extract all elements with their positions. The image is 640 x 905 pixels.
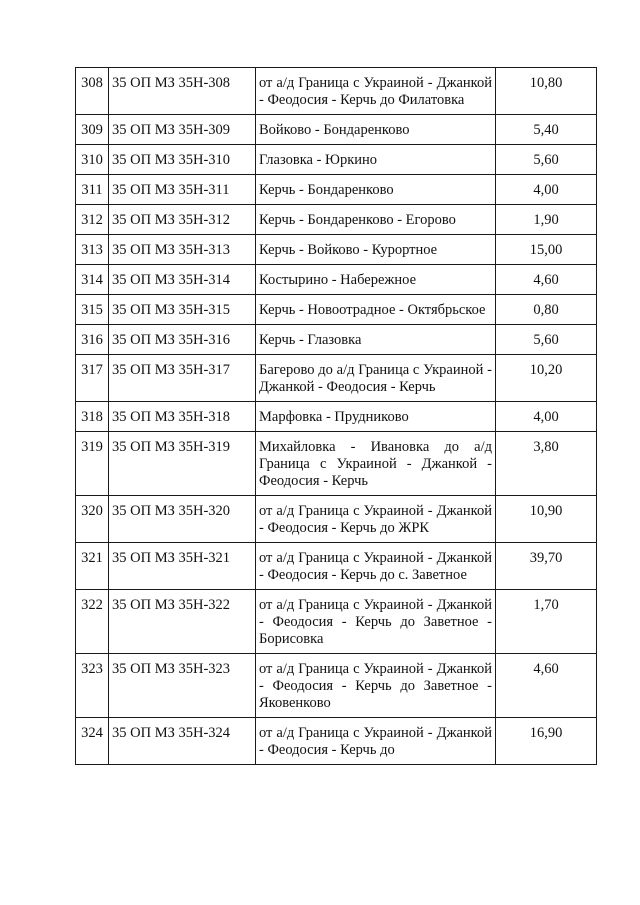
row-number: 312 [76,205,109,235]
table-row [76,235,597,265]
road-name: Костырино - Набережное [256,265,496,295]
table-row [76,402,597,432]
row-number: 308 [76,68,109,115]
row-number: 320 [76,496,109,543]
row-number: 313 [76,235,109,265]
road-code: 35 ОП МЗ 35Н-314 [109,265,256,295]
road-length: 3,80 [496,432,597,496]
row-number: 322 [76,590,109,654]
road-name: Михайловка - Ивановка до а/д Граница с Украиной - Джанкой - Феодосия - Керчь [256,432,496,496]
table-row [76,205,597,235]
road-code: 35 ОП МЗ 35Н-308 [109,68,256,115]
road-code: 35 ОП МЗ 35Н-320 [109,496,256,543]
road-name: Глазовка - Юркино [256,145,496,175]
row-number: 309 [76,115,109,145]
table-row [76,496,597,543]
road-name: Керчь - Новоотрадное - Октябрьское [256,295,496,325]
road-code: 35 ОП МЗ 35Н-310 [109,145,256,175]
table-row [76,295,597,325]
road-length: 4,60 [496,265,597,295]
road-name-cell [256,718,496,765]
road-length: 5,60 [496,325,597,355]
road-code: 35 ОП МЗ 35Н-321 [109,543,256,590]
roads-table-body [76,68,597,765]
road-length: 0,80 [496,295,597,325]
road-code: 35 ОП МЗ 35Н-311 [109,175,256,205]
road-code: 35 ОП МЗ 35Н-316 [109,325,256,355]
road-code: 35 ОП МЗ 35Н-315 [109,295,256,325]
road-name: Багерово до а/д Граница с Украиной - Джанкой - Феодосия - Керчь [256,355,496,402]
table-row [76,68,597,115]
road-name: Марфовка - Прудниково [256,402,496,432]
road-name: Керчь - Бондаренково - Егорово [256,205,496,235]
row-number: 318 [76,402,109,432]
road-code: 35 ОП МЗ 35Н-313 [109,235,256,265]
road-code: 35 ОП МЗ 35Н-323 [109,654,256,718]
table-row [76,432,597,496]
row-number: 314 [76,265,109,295]
road-length: 10,90 [496,496,597,543]
table-row [76,265,597,295]
table-row [76,654,597,718]
table-row [76,325,597,355]
road-length: 15,00 [496,235,597,265]
table-row [76,543,597,590]
road-code: 35 ОП МЗ 35Н-324 [109,718,256,765]
road-length: 4,00 [496,175,597,205]
road-code: 35 ОП МЗ 35Н-319 [109,432,256,496]
road-name: от а/д Граница с Украиной - Джанкой - Феодосия - Керчь до [259,725,492,758]
road-length: 1,70 [496,590,597,654]
row-number: 311 [76,175,109,205]
row-number: 324 [76,718,109,765]
row-number: 321 [76,543,109,590]
road-length: 10,20 [496,355,597,402]
table-row [76,355,597,402]
road-length: 16,90 [496,718,597,765]
road-name: от а/д Граница с Украиной - Джанкой - Феодосия - Керчь до Заветное - Борисовка [256,590,496,654]
road-length: 39,70 [496,543,597,590]
road-name: от а/д Граница с Украиной - Джанкой - Феодосия - Керчь до Филатовка [256,68,496,115]
table-row [76,145,597,175]
row-number: 315 [76,295,109,325]
road-code: 35 ОП МЗ 35Н-317 [109,355,256,402]
table-row [76,590,597,654]
road-length: 5,40 [496,115,597,145]
road-length: 10,80 [496,68,597,115]
row-number: 310 [76,145,109,175]
table-row [76,115,597,145]
road-name: Керчь - Войково - Курортное [256,235,496,265]
road-length: 1,90 [496,205,597,235]
road-name: от а/д Граница с Украиной - Джанкой - Феодосия - Керчь до ЖРК [256,496,496,543]
table-row [76,175,597,205]
road-name: Войково - Бондаренково [256,115,496,145]
row-number: 316 [76,325,109,355]
roads-table [75,67,597,765]
road-code: 35 ОП МЗ 35Н-322 [109,590,256,654]
road-name: Керчь - Глазовка [256,325,496,355]
road-length: 4,00 [496,402,597,432]
row-number: 319 [76,432,109,496]
row-number: 317 [76,355,109,402]
row-number: 323 [76,654,109,718]
road-name: от а/д Граница с Украиной - Джанкой - Феодосия - Керчь до Заветное - Яковенково [256,654,496,718]
road-name: от а/д Граница с Украиной - Джанкой - Феодосия - Керчь до с. Заветное [256,543,496,590]
road-code: 35 ОП МЗ 35Н-309 [109,115,256,145]
road-name: Керчь - Бондаренково [256,175,496,205]
road-length: 5,60 [496,145,597,175]
road-code: 35 ОП МЗ 35Н-318 [109,402,256,432]
road-length: 4,60 [496,654,597,718]
road-code: 35 ОП МЗ 35Н-312 [109,205,256,235]
table-row [76,718,597,765]
